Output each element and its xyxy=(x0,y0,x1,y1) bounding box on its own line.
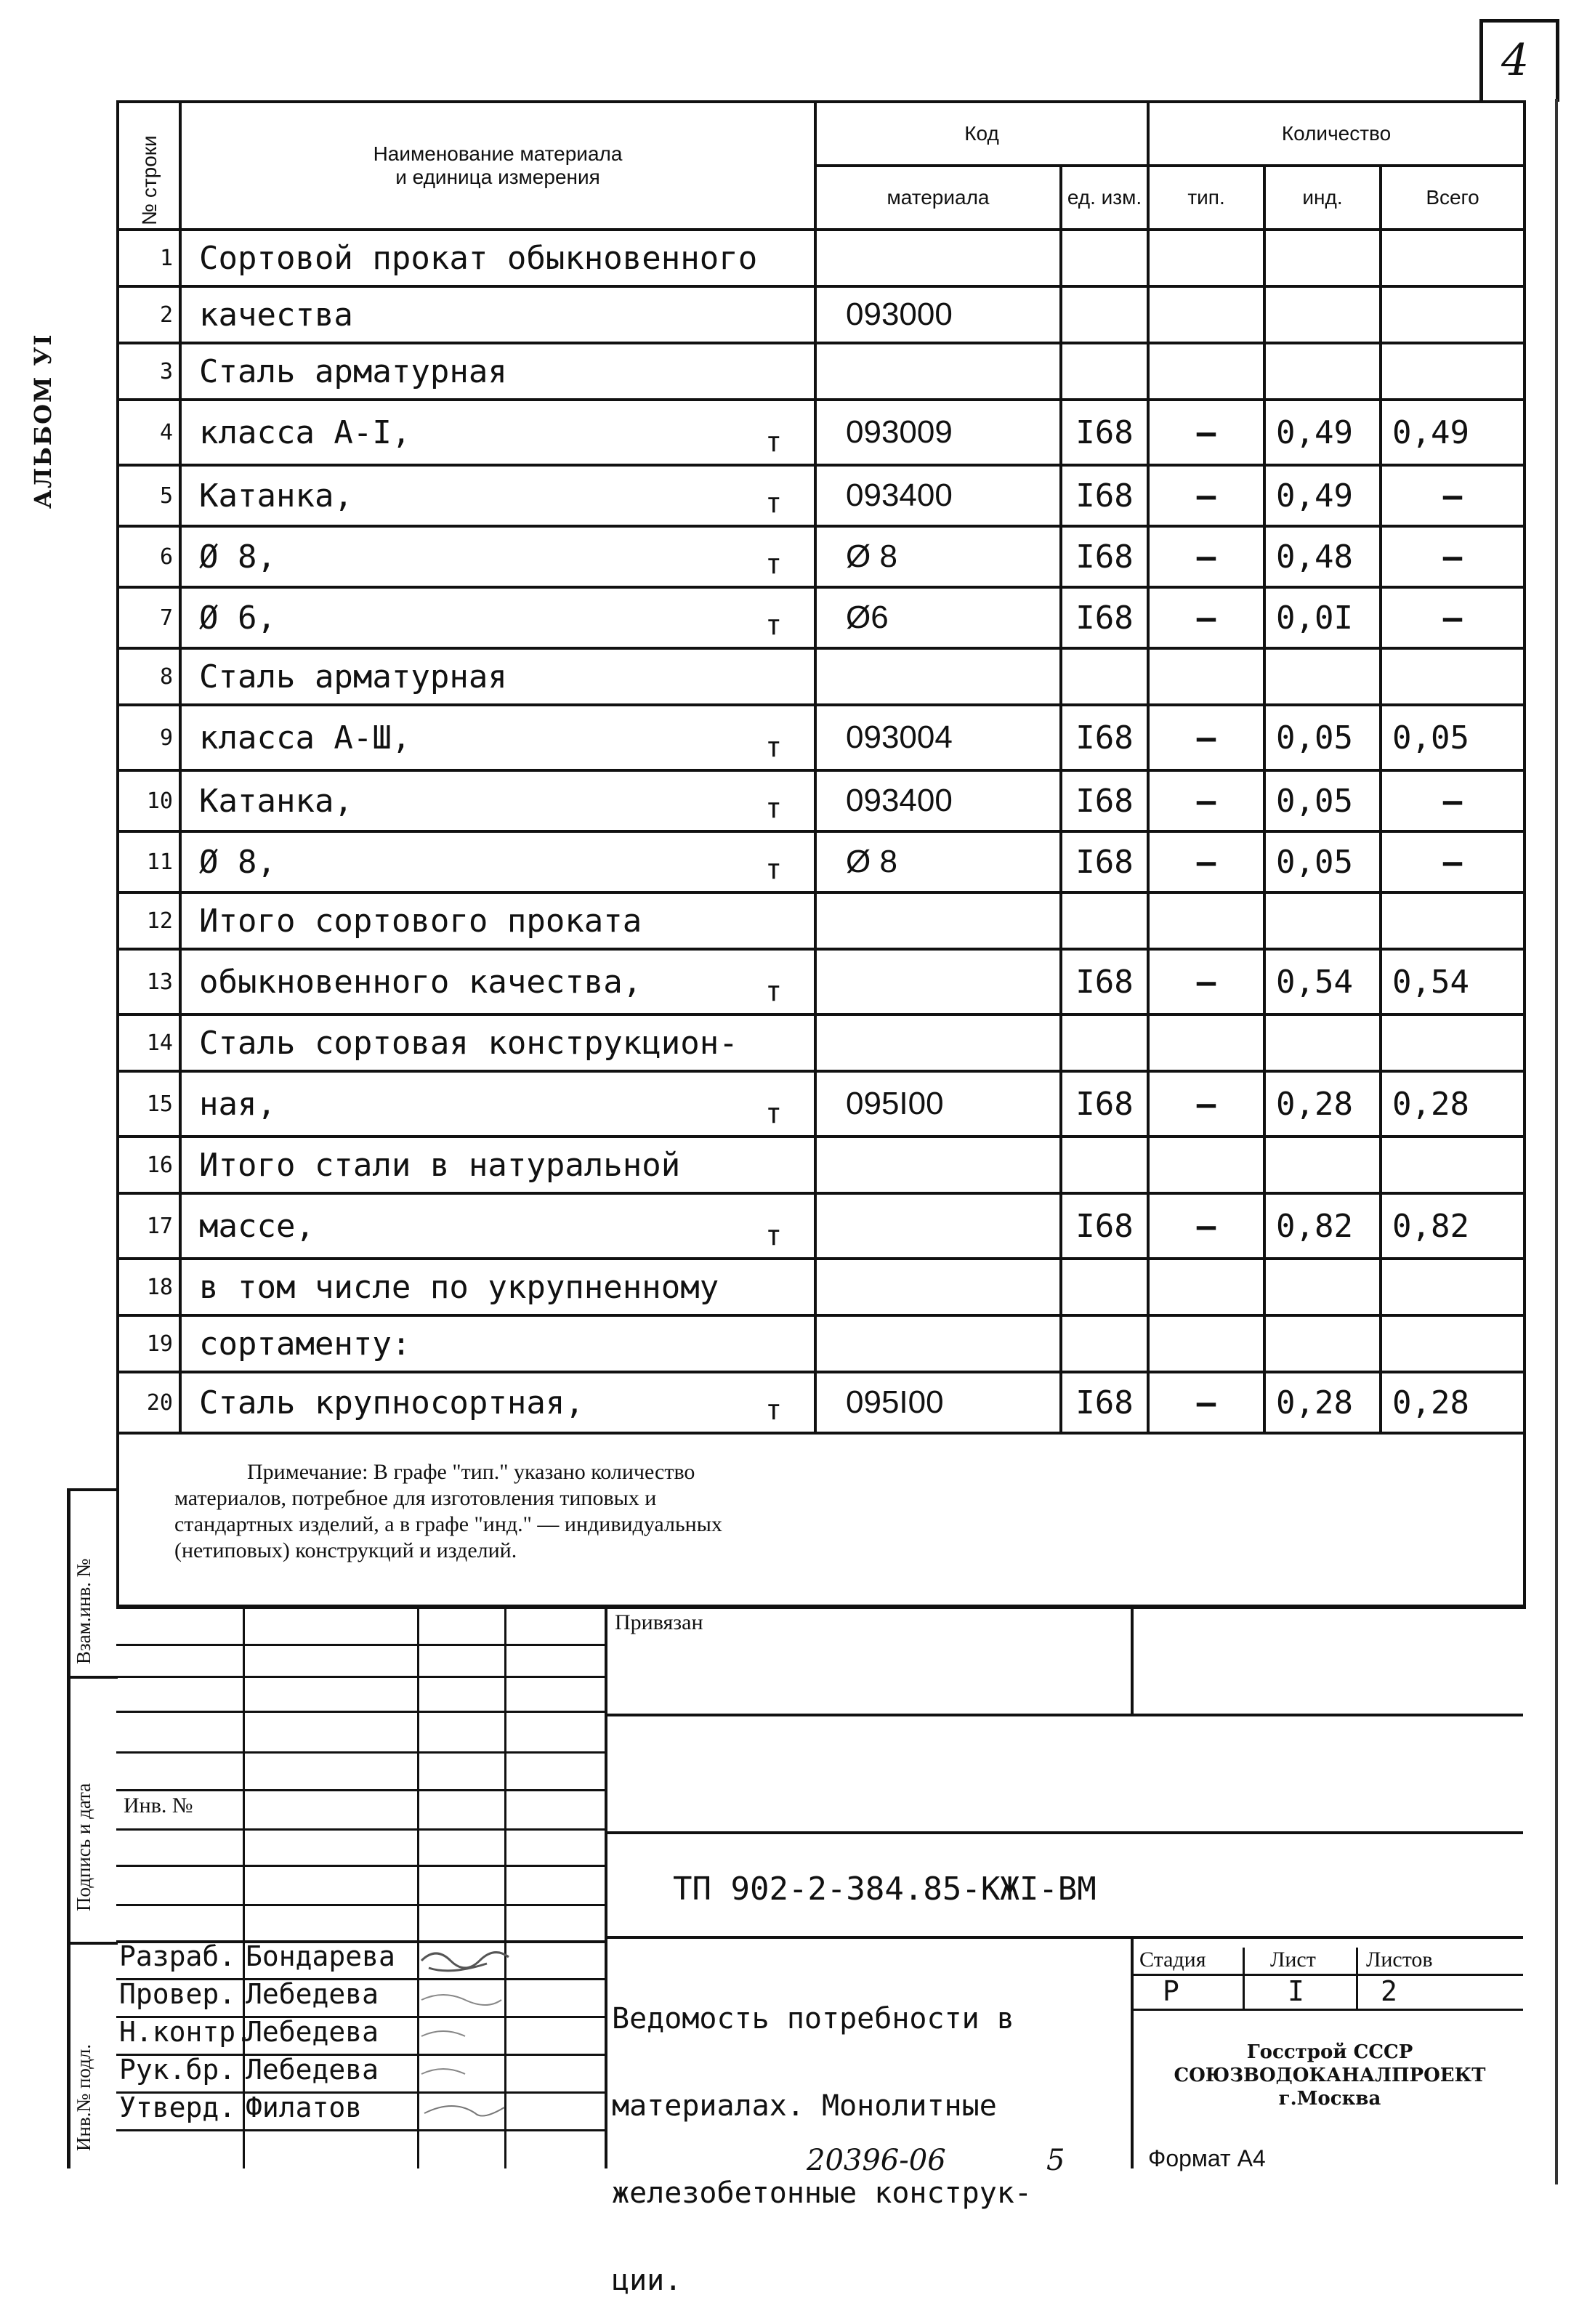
unit-code xyxy=(1061,343,1148,400)
material-code-header: материала xyxy=(815,166,1061,230)
tip-value: – xyxy=(1148,705,1264,770)
unit-text: т xyxy=(765,1394,782,1426)
row-number: 9 xyxy=(118,705,180,770)
table-row xyxy=(118,230,1525,286)
list-value: I xyxy=(1288,1975,1304,2007)
row-number: 12 xyxy=(118,892,180,949)
material-name xyxy=(180,1071,815,1137)
side-strip-line xyxy=(67,1676,118,1679)
tip-value: – xyxy=(1148,465,1264,526)
row-number: 4 xyxy=(118,400,180,465)
tip-value xyxy=(1148,343,1264,400)
unit-code: I68 xyxy=(1061,400,1148,465)
row-number: 2 xyxy=(118,286,180,343)
table-row xyxy=(118,1071,1525,1137)
row-number: 19 xyxy=(118,1315,180,1372)
signer-role: Провер. xyxy=(119,1978,236,2010)
unit-code xyxy=(1061,1315,1148,1372)
ind-value xyxy=(1264,343,1381,400)
tip-value xyxy=(1148,1014,1264,1071)
ind-value: 0,05 xyxy=(1264,831,1381,892)
unit-text: т xyxy=(765,731,782,763)
unit-text: т xyxy=(765,1219,782,1251)
note-line: Примечание: В графе "тип." указано количество xyxy=(247,1460,695,1484)
note-line: (нетиповых) конструкций и изделий. xyxy=(174,1538,517,1562)
tip-value: – xyxy=(1148,831,1264,892)
inv-no-label: Инв. № xyxy=(124,1794,193,1817)
table-row xyxy=(118,705,1525,770)
material-name-text: Итого стали в натуральной xyxy=(199,1146,681,1184)
total-value: – xyxy=(1381,526,1525,587)
table-row xyxy=(118,400,1525,465)
row-number: 8 xyxy=(118,648,180,705)
table-row xyxy=(118,892,1525,949)
tip-value: – xyxy=(1148,1193,1264,1259)
unit-code xyxy=(1061,1137,1148,1193)
material-code: 095I00 xyxy=(815,1372,1061,1433)
material-code xyxy=(815,892,1061,949)
tip-value xyxy=(1148,230,1264,286)
material-name-text: Сталь арматурная xyxy=(199,352,507,390)
signer-name: Лебедева xyxy=(246,2054,379,2086)
total-value: 0,54 xyxy=(1381,949,1525,1014)
table-row xyxy=(118,831,1525,892)
total-value xyxy=(1381,230,1525,286)
ind-header: инд. xyxy=(1264,166,1381,230)
signer-role: Разраб. xyxy=(119,1940,236,1972)
material-name-text: Ø 8, xyxy=(199,538,276,576)
unit-code xyxy=(1061,892,1148,949)
material-code: 093009 xyxy=(815,400,1061,465)
ind-value: 0,82 xyxy=(1264,1193,1381,1259)
ind-value: 0,0I xyxy=(1264,587,1381,648)
material-name-text: Сталь сортовая конструкцион- xyxy=(199,1024,738,1062)
ind-value xyxy=(1264,230,1381,286)
handwritten-page: 5 xyxy=(1046,2144,1065,2177)
ind-value xyxy=(1264,648,1381,705)
row-number: 1 xyxy=(118,230,180,286)
ind-value: 0,54 xyxy=(1264,949,1381,1014)
total-header: Всего xyxy=(1381,166,1525,230)
side-strip-line xyxy=(67,1488,118,1491)
material-name xyxy=(180,770,815,831)
material-name-text: качества xyxy=(199,296,353,334)
table-row xyxy=(118,1193,1525,1259)
code-header: Код xyxy=(815,102,1148,166)
signer-role: Н.контр. xyxy=(119,2016,253,2048)
unit-text: т xyxy=(765,853,782,885)
material-code xyxy=(815,1193,1061,1259)
material-code xyxy=(815,648,1061,705)
total-value: 0,05 xyxy=(1381,705,1525,770)
ind-value: 0,49 xyxy=(1264,400,1381,465)
signer-name: Лебедева xyxy=(246,1978,379,2010)
sheet-number: 4 xyxy=(1501,35,1530,86)
listov-label: Листов xyxy=(1366,1948,1433,1972)
unit-text: т xyxy=(765,426,782,458)
total-value xyxy=(1381,286,1525,343)
unit-code: I68 xyxy=(1061,587,1148,648)
row-number: 16 xyxy=(118,1137,180,1193)
row-number: 3 xyxy=(118,343,180,400)
tip-value: – xyxy=(1148,587,1264,648)
unit-text: т xyxy=(765,792,782,824)
ind-value xyxy=(1264,892,1381,949)
row-number: 15 xyxy=(118,1071,180,1137)
table-row xyxy=(118,526,1525,587)
total-value: – xyxy=(1381,587,1525,648)
material-name-text: Итого сортового проката xyxy=(199,902,642,940)
material-name-text: в том числе по укрупненному xyxy=(199,1268,719,1306)
row-number: 14 xyxy=(118,1014,180,1071)
material-name-text: Катанка, xyxy=(199,477,353,515)
ind-value xyxy=(1264,1137,1381,1193)
note-line: стандартных изделий, а в графе "инд." — индивидуальных xyxy=(174,1512,722,1536)
total-value: 0,28 xyxy=(1381,1372,1525,1433)
unit-text: т xyxy=(765,548,782,580)
total-value xyxy=(1381,1259,1525,1315)
material-name-text: Сортовой прокат обыкновенного xyxy=(199,239,758,277)
material-name xyxy=(180,230,815,286)
table-row xyxy=(118,465,1525,526)
unit-text: т xyxy=(765,487,782,519)
album-label: АЛЬБОМ УI xyxy=(29,333,57,509)
format-label: Формат А4 xyxy=(1148,2145,1266,2171)
inv-podl-label: Инв.№ подл. xyxy=(73,2043,94,2151)
note-line: материалов, потребное для изготовления типовых и xyxy=(174,1486,657,1510)
unit-code: I68 xyxy=(1061,949,1148,1014)
material-code xyxy=(815,949,1061,1014)
row-number: 20 xyxy=(118,1372,180,1433)
material-code: 093400 xyxy=(815,465,1061,526)
unit-text: т xyxy=(765,609,782,641)
material-name xyxy=(180,949,815,1014)
tip-value: – xyxy=(1148,1372,1264,1433)
signer-name: Филатов xyxy=(246,2091,363,2123)
note xyxy=(174,1459,1119,1564)
podpis-data-label: Подпись и дата xyxy=(73,1783,94,1911)
tip-value xyxy=(1148,892,1264,949)
material-name xyxy=(180,831,815,892)
ind-value xyxy=(1264,286,1381,343)
total-value: 0,82 xyxy=(1381,1193,1525,1259)
total-value xyxy=(1381,1315,1525,1372)
tip-value: – xyxy=(1148,400,1264,465)
unit-code xyxy=(1061,286,1148,343)
ind-value xyxy=(1264,1014,1381,1071)
signature-scribbles xyxy=(414,1939,545,2164)
material-name xyxy=(180,648,815,705)
unit-code xyxy=(1061,230,1148,286)
total-value xyxy=(1381,648,1525,705)
material-code: 093400 xyxy=(815,770,1061,831)
row-number: 18 xyxy=(118,1259,180,1315)
signer-role: Утверд. xyxy=(119,2091,236,2123)
material-code: Ø6 xyxy=(815,587,1061,648)
material-name xyxy=(180,1193,815,1259)
material-name-text: сортаменту: xyxy=(199,1325,411,1363)
material-code: 095I00 xyxy=(815,1071,1061,1137)
material-name-text: Ø 6, xyxy=(199,599,276,637)
material-name-text: массе, xyxy=(199,1207,315,1245)
ind-value: 0,48 xyxy=(1264,526,1381,587)
material-name-text: ная, xyxy=(199,1085,276,1123)
unit-code: I68 xyxy=(1061,705,1148,770)
total-value: – xyxy=(1381,831,1525,892)
row-number: 5 xyxy=(118,465,180,526)
total-value xyxy=(1381,343,1525,400)
material-code: 093004 xyxy=(815,705,1061,770)
material-name xyxy=(180,526,815,587)
tip-value xyxy=(1148,1315,1264,1372)
unit-code xyxy=(1061,1259,1148,1315)
unit-code: I68 xyxy=(1061,1193,1148,1259)
ind-value: 0,05 xyxy=(1264,705,1381,770)
total-value: 0,49 xyxy=(1381,400,1525,465)
row-number: 17 xyxy=(118,1193,180,1259)
material-name-text: Сталь крупносортная, xyxy=(199,1384,584,1421)
material-name xyxy=(180,1014,815,1071)
materials-table xyxy=(116,100,1526,1609)
unit-code: I68 xyxy=(1061,1372,1148,1433)
ind-value: 0,28 xyxy=(1264,1372,1381,1433)
signer-name: Лебедева xyxy=(246,2016,379,2048)
row-number: 6 xyxy=(118,526,180,587)
document-title: Ведомость потребности в материалах. Монолитные железобетонные конструк- ции. xyxy=(612,2002,1032,2297)
unit-code: I68 xyxy=(1061,465,1148,526)
material-name xyxy=(180,587,815,648)
tip-value xyxy=(1148,1137,1264,1193)
privyazan-label: Привязан xyxy=(615,1610,703,1634)
material-name xyxy=(180,286,815,343)
row-number: 10 xyxy=(118,770,180,831)
table-row xyxy=(118,1014,1525,1071)
table-row xyxy=(118,1315,1525,1372)
unit-code xyxy=(1061,648,1148,705)
tip-value: – xyxy=(1148,526,1264,587)
material-code xyxy=(815,343,1061,400)
table-row xyxy=(118,770,1525,831)
material-name xyxy=(180,892,815,949)
material-code xyxy=(815,1014,1061,1071)
table-row xyxy=(118,949,1525,1014)
material-name-text: Ø 8, xyxy=(199,843,276,881)
row-number: 7 xyxy=(118,587,180,648)
tip-value xyxy=(1148,648,1264,705)
total-value xyxy=(1381,892,1525,949)
listov-value: 2 xyxy=(1381,1975,1397,2007)
right-edge-line xyxy=(1555,99,1558,2184)
list-label: Лист xyxy=(1270,1948,1316,1972)
side-strip-border xyxy=(67,1488,70,2168)
table-row xyxy=(118,648,1525,705)
material-code xyxy=(815,1137,1061,1193)
material-name-text: Катанка, xyxy=(199,782,353,820)
material-code xyxy=(815,230,1061,286)
material-name xyxy=(180,465,815,526)
material-name-text: класса А-I, xyxy=(199,413,411,451)
unit-code: I68 xyxy=(1061,526,1148,587)
stadiya-value: Р xyxy=(1163,1975,1179,2007)
document-code: ТП 902-2-384.85-КЖI-ВМ xyxy=(673,1871,1097,1908)
handwritten-number: 20396-06 xyxy=(807,2144,946,2177)
material-name xyxy=(180,705,815,770)
organization: Госстрой СССР СОЮЗВОДОКАНАЛПРОЕКТ г.Москва xyxy=(1174,2041,1486,2110)
ind-value: 0,28 xyxy=(1264,1071,1381,1137)
signer-name: Бондарева xyxy=(246,1940,395,1972)
tip-value: – xyxy=(1148,770,1264,831)
table-row xyxy=(118,1372,1525,1433)
material-code: Ø 8 xyxy=(815,526,1061,587)
total-value: 0,28 xyxy=(1381,1071,1525,1137)
total-value: – xyxy=(1381,465,1525,526)
unit-code: I68 xyxy=(1061,831,1148,892)
material-name-text: Сталь арматурная xyxy=(199,658,507,695)
ind-value xyxy=(1264,1315,1381,1372)
material-name xyxy=(180,1315,815,1372)
material-name xyxy=(180,1137,815,1193)
table-row xyxy=(118,343,1525,400)
table-row xyxy=(118,1259,1525,1315)
tip-value: – xyxy=(1148,1071,1264,1137)
ind-value: 0,05 xyxy=(1264,770,1381,831)
material-name xyxy=(180,400,815,465)
table-row xyxy=(118,587,1525,648)
tip-value: – xyxy=(1148,949,1264,1014)
tip-header: тип. xyxy=(1148,166,1264,230)
unit-code xyxy=(1061,1014,1148,1071)
material-name xyxy=(180,1259,815,1315)
tip-value xyxy=(1148,286,1264,343)
material-name xyxy=(180,1372,815,1433)
signer-role: Рук.бр. xyxy=(119,2054,236,2086)
row-number: 13 xyxy=(118,949,180,1014)
table-row xyxy=(118,1137,1525,1193)
unit-text: т xyxy=(765,1097,782,1129)
total-value: – xyxy=(1381,770,1525,831)
material-name-text: класса А-Ш, xyxy=(199,719,411,756)
unit-code-header: ед. изм. xyxy=(1061,166,1148,230)
vzam-inv-label: Взам.инв. № xyxy=(73,1558,94,1664)
ind-value: 0,49 xyxy=(1264,465,1381,526)
tip-value xyxy=(1148,1259,1264,1315)
row-number-header: № строки xyxy=(118,102,180,230)
table-row xyxy=(118,286,1525,343)
stadiya-label: Стадия xyxy=(1139,1948,1206,1972)
unit-code: I68 xyxy=(1061,1071,1148,1137)
unit-text: т xyxy=(765,975,782,1007)
material-name xyxy=(180,343,815,400)
quantity-header: Количество xyxy=(1148,102,1525,166)
ind-value xyxy=(1264,1259,1381,1315)
side-strip-line xyxy=(67,1942,118,1945)
row-number: 11 xyxy=(118,831,180,892)
total-value xyxy=(1381,1137,1525,1193)
name-header: Наименование материала и единица измерения xyxy=(180,102,815,230)
unit-code: I68 xyxy=(1061,770,1148,831)
total-value xyxy=(1381,1014,1525,1071)
material-code: 093000 xyxy=(815,286,1061,343)
material-code xyxy=(815,1259,1061,1315)
material-code xyxy=(815,1315,1061,1372)
material-code: Ø 8 xyxy=(815,831,1061,892)
material-name-text: обыкновенного качества, xyxy=(199,963,642,1001)
